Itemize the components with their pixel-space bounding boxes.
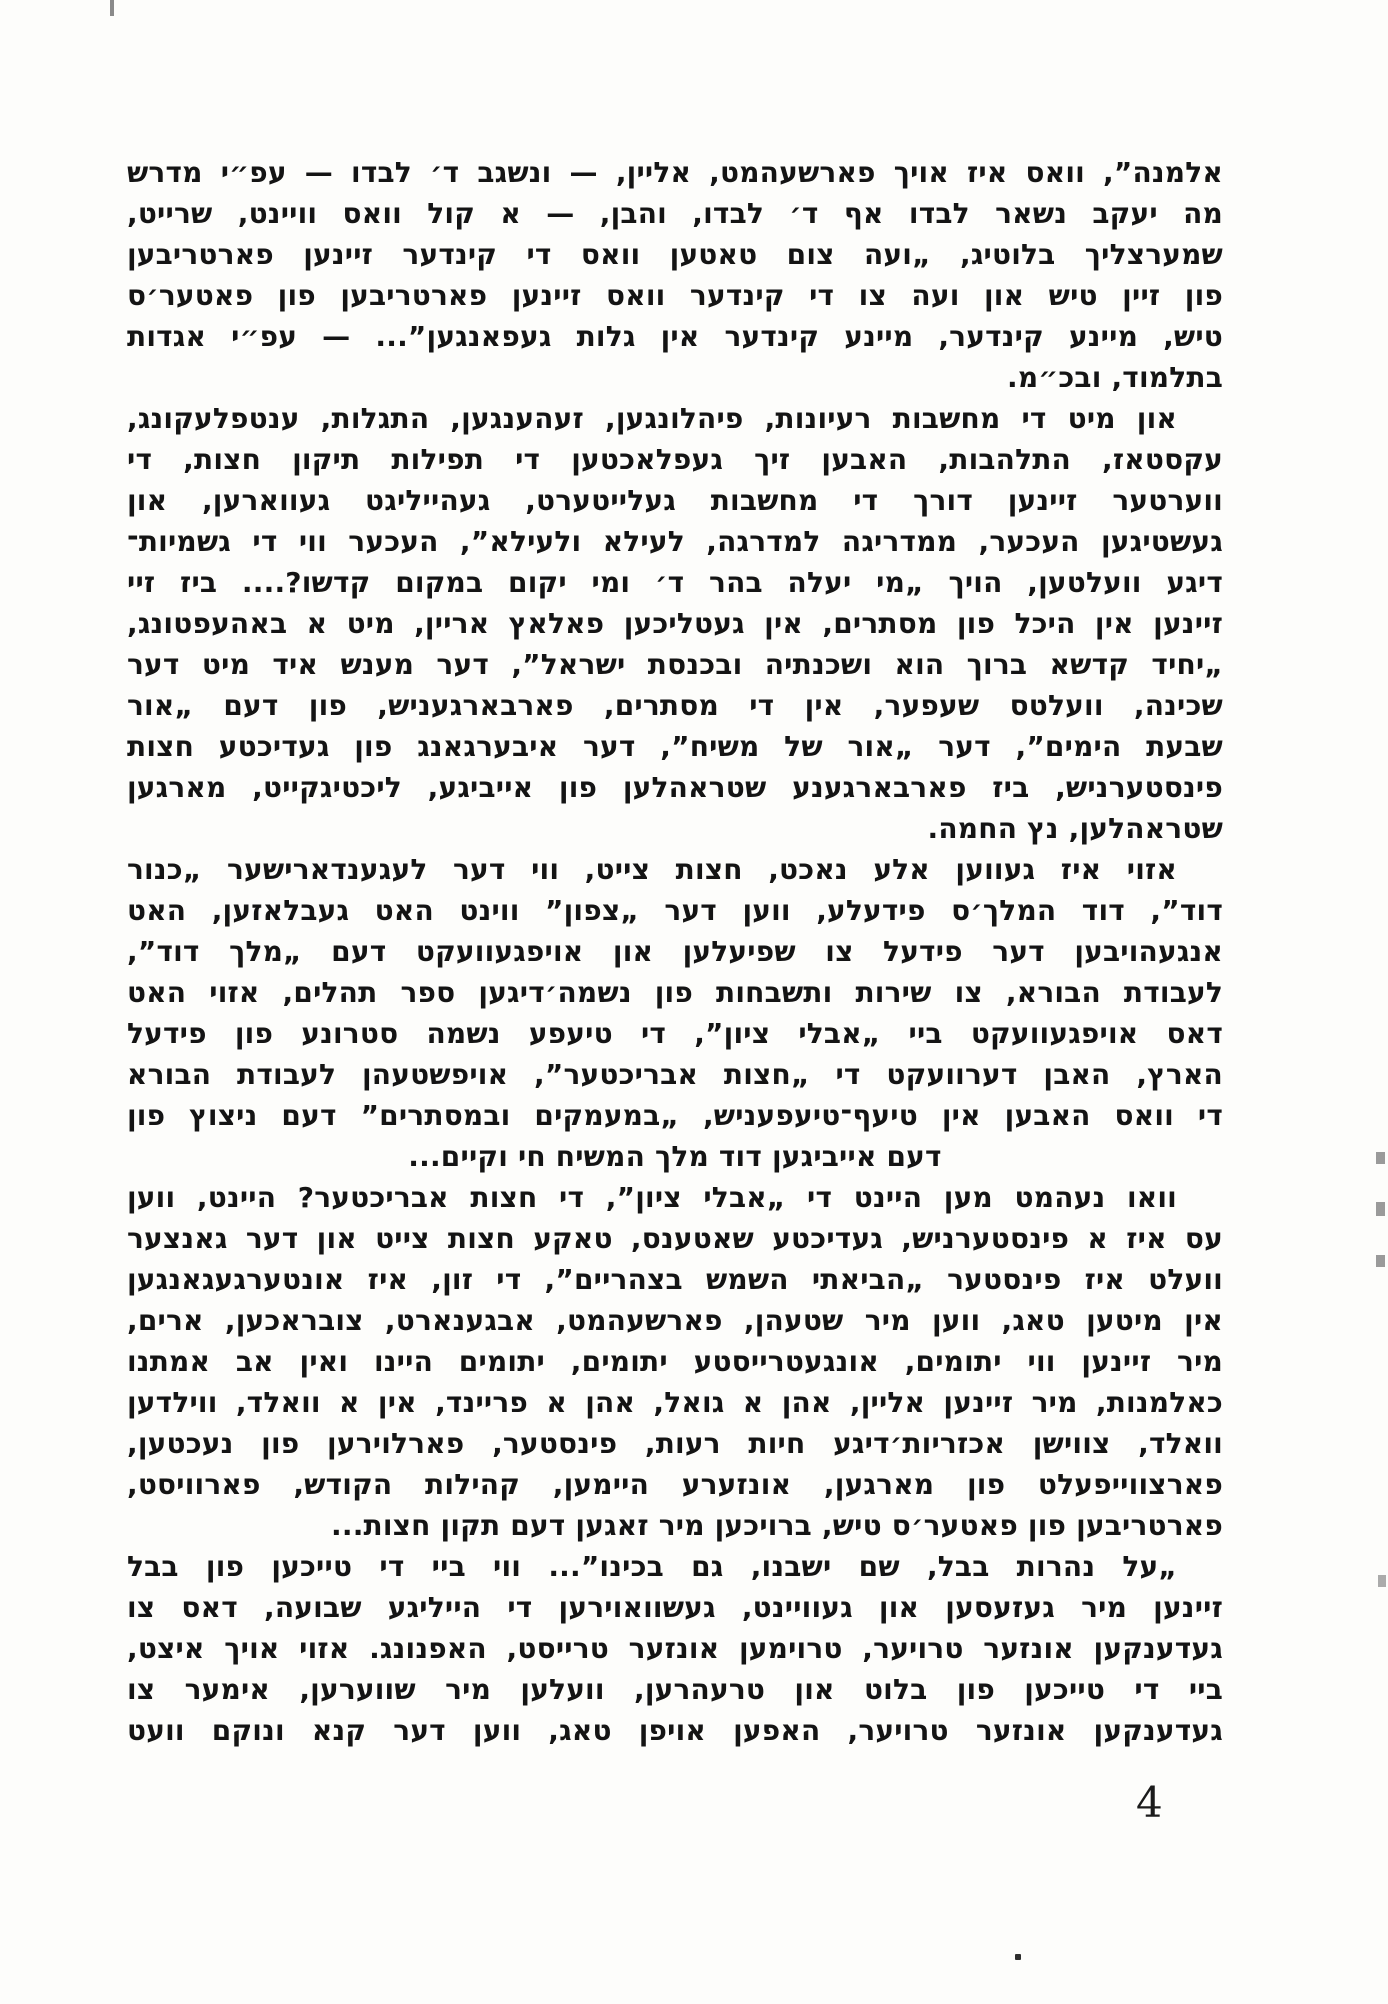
text-line: טיש, מיינע קינדער, מיינע קינדער אין גלות געפאנגען”... — עפ״י אגדות [127,320,1223,353]
text-block [127,152,1223,1751]
text-line: וועלט איז פינסטער „הביאתי השמש בצהריים”, די זון, איז אונטערגעגאנגען [127,1263,1223,1296]
text-line: וואלד, צווישן אכזריות׳דיגע חיות רעות, פינסטער, פארלוירען פון נעכטען, [127,1427,1223,1460]
text-line: מה יעקב נשאר לבדו אף ד׳ לבדו, והבן, — א קול וואס וויינט, שרייט, [127,197,1223,230]
text-line: כאלמנות, מיר זיינען אליין, אהן א גואל, אהן א פריינד, אין א וואלד, ווילדען [127,1386,1223,1419]
text-line: שטראהלען, נץ החמה. [927,812,1223,845]
scan-artifact [1376,1255,1385,1267]
text-line: פון זיין טיש און ועה צו די קינדער וואס זיינען פארטריבען פון פאטער׳ס [127,279,1223,312]
text-line: דיגע וועלטען, הויך „מי יעלה בהר ד׳ ומי יקום במקום קדשו?.... ביז זיי [127,566,1223,599]
paragraph [127,849,1223,1177]
paragraph [127,1546,1223,1751]
text-line: עס איז א פינסטערניש, געדיכטע שאטענס, טאקע חצות צייט און דער גאנצער [127,1222,1223,1255]
text-line: אנגעהויבען דער פידעל צו שפיעלען און אויפגעוועקט דעם „מלך דוד”, [127,935,1223,968]
text-line: זיינען מיר געזעסען און געוויינט, געשוואוירען די הייליגע שבועה, דאס צו [127,1591,1223,1624]
text-line: אלמנה”, וואס איז אויך פארשעהמט, אליין, — ונשגב ד׳ לבדו — עפ״י מדרש [127,156,1223,189]
text-line: זיינען אין היכל פון מסתרים, אין געטליכען פאלאץ אריין, מיט א באהעפטונג, [127,607,1223,640]
text-line: געדענקען אונזער טרויער, האפען אויפן טאג, ווען דער קנא ונוקם וועט [127,1714,1223,1747]
text-line: די וואס האבען אין טיעף־טיעפעניש, „במעמקים ובמסתרים” דעם ניצוץ פון [127,1099,1223,1132]
text-line: „יחיד קדשא ברוך הוא ושכנתיה ובכנסת ישראל”, דער מענש איד מיט דער [127,648,1223,681]
text-line: אין מיטען טאג, ווען מיר שטעהן, פארשעהמט, אבגענארט, צובראכען, ארים, [127,1304,1223,1337]
text-line: שמערצליך בלוטיג, „ועה צום טאטען וואס די קינדער זיינען פארטריבען [127,238,1223,271]
text-line: פארטריבען פון פאטער׳ס טיש, ברויכען מיר זאגען דעם תקון חצות... [331,1509,1223,1542]
text-line: וואו נעהמט מען היינט די „אבלי ציון”, די חצות אבריכטער? היינט, ווען [127,1181,1177,1214]
text-line: בתלמוד, ובכ״מ. [1007,361,1223,394]
text-line: ווערטער זיינען דורך די מחשבות געלייטערט, געהייליגט געווארען, און [127,484,1223,517]
scan-artifact [1015,1954,1021,1960]
scan-artifact [110,0,114,16]
text-line: געשטיגען העכער, ממדריגה למדרגה, לעילא ולעילא”, העכער ווי די גשמיות־ [127,525,1223,558]
text-line: געדענקען אונזער טרויער, טרוימען אונזער טרייסט, האפנונג. אזוי אויך איצט, [127,1632,1223,1665]
scan-artifact [1376,1152,1385,1164]
paragraph [127,398,1223,849]
paragraph [127,1177,1223,1546]
text-line: דאס אויפגעוועקט ביי „אבלי ציון”, די טיעפע נשמה סטרונע פון פידעל [127,1017,1223,1050]
text-line: פארצווייפעלט פון מארגען, אונזערע היימען, קהילות הקודש, פארוויסט, [127,1468,1223,1501]
text-line: הארץ, האבן דערוועקט די „חצות אבריכטער”, אויפשטעהן לעבודת הבורא [127,1058,1223,1091]
text-line: עקסטאז, התלהבות, האבען זיך געפלאכטען די תפילות תיקון חצות, די [127,443,1223,476]
text-line: שכינה, וועלטס שעפער, אין די מסתרים, פארבארגעניש, פון דעם „אור [127,689,1223,722]
text-line: דעם אייביגען דוד מלך המשיח חי וקיים... [408,1140,942,1173]
text-line: מיר זיינען ווי יתומים, אונגעטרייסטע יתומים, יתומים היינו ואין אב אמתנו [127,1345,1223,1378]
text-line: און מיט די מחשבות רעיונות, פיהלונגען, זעהענגען, התגלות, ענטפלעקונג, [127,402,1177,435]
text-line: שבעת הימים”, דער „אור של משיח”, דער איבערגאנג פון געדיכטע חצות [127,730,1223,763]
text-line: אזוי איז געווען אלע נאכט, חצות צייט, ווי דער לעגענדארישער „כנור [127,853,1177,886]
text-line: „על נהרות בבל, שם ישבנו, גם בכינו”... ווי ביי די טייכען פון בבל [127,1550,1177,1583]
text-line: דוד”, דוד המלך׳ס פידעלע, ווען דער „צפון” ווינט האט געבלאזען, האט [127,894,1223,927]
text-line: לעבודת הבורא, צו שירות ותשבחות פון נשמה׳דיגען ספר תהלים, אזוי האט [127,976,1223,1009]
text-line: פינסטערניש, ביז פארבארגענע שטראהלען פון אייביגע, ליכטיגקייט, מארגען [127,771,1223,804]
scan-artifact [1376,1202,1385,1216]
paragraph [127,152,1223,398]
page-number: 4 [1136,1778,1163,1827]
text-line: ביי די טייכען פון בלוט און טרעהרען, וועלען מיר שווערען, אימער צו [127,1673,1223,1706]
scan-artifact [1378,1575,1386,1587]
